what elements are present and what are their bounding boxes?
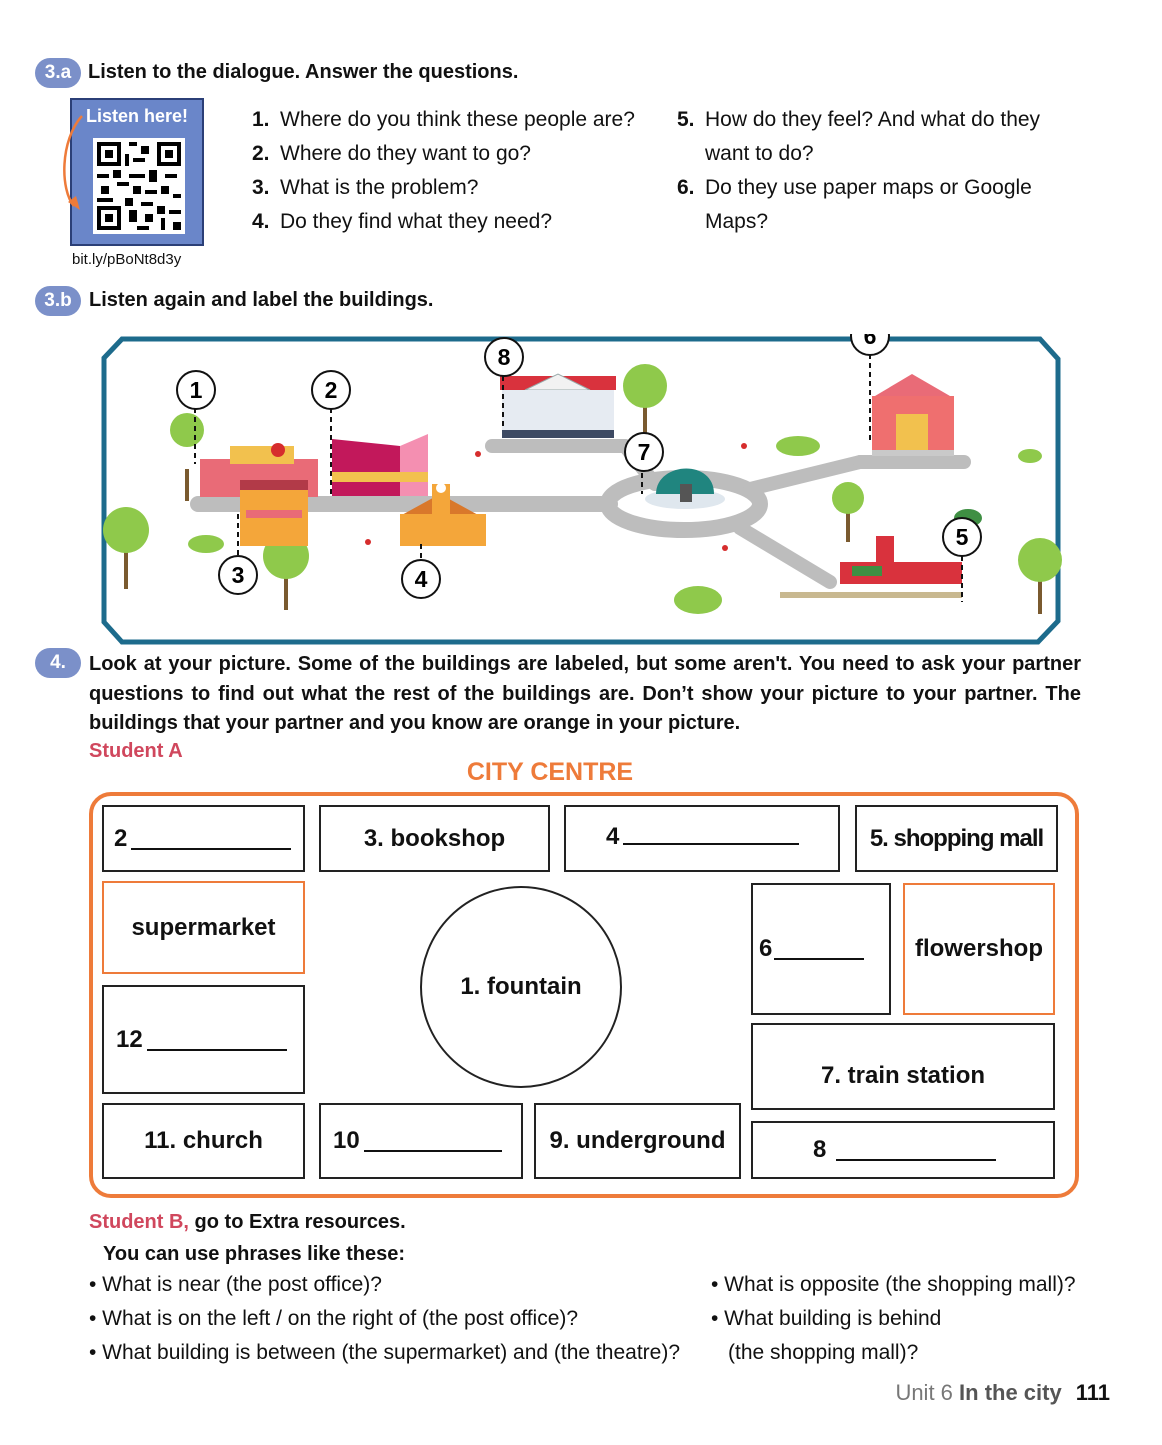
city-centre-title: CITY CENTRE: [466, 758, 634, 786]
phrases-list-right: [711, 1268, 1076, 1370]
cell-flowershop: flowershop: [903, 883, 1055, 1015]
instruction-3a: Listen to the dialogue. Answer the questions.: [88, 61, 519, 83]
list-item: • What building is between (the supermarket) and (the theatre)?: [89, 1341, 680, 1364]
list-item: • What is on the left / on the right of (the post office)?: [89, 1307, 579, 1330]
instruction-3b: Listen again and label the buildings.: [89, 289, 434, 311]
svg-text:5: 5: [955, 524, 969, 550]
marker-2: [312, 371, 350, 409]
marker-4: [402, 560, 440, 598]
question-item: 1. Where do you think these people are?: [252, 108, 635, 131]
list-item: • What building is behind: [711, 1307, 942, 1330]
city-map-illustration: [100, 334, 1062, 646]
phrases-list-left: [89, 1268, 680, 1370]
list-item: • What is near (the post office)?: [89, 1273, 382, 1296]
question-item: 3. What is the problem?: [252, 176, 479, 199]
marker-7: [625, 433, 663, 471]
question-list-right: 5. How do they feel? And what do they want to do? 6. Do they use paper maps or Google Maps?: [677, 103, 1040, 239]
phrases-intro: You can use phrases like these:: [103, 1243, 405, 1265]
cell-4[interactable]: 4: [564, 805, 840, 872]
cell-10[interactable]: 10: [319, 1103, 523, 1179]
cell-6[interactable]: 6: [751, 883, 891, 1015]
cell-train-station: 7. train station: [751, 1023, 1055, 1110]
svg-text:6: 6: [863, 334, 877, 349]
page-footer: Unit 6 In the city 111: [895, 1380, 1110, 1405]
qr-code-icon[interactable]: [93, 138, 185, 234]
svg-text:1: 1: [189, 377, 203, 403]
cell-supermarket: supermarket: [102, 881, 305, 974]
listen-here-label: Listen here!: [85, 106, 189, 126]
curved-arrow-icon: [58, 110, 88, 220]
cell-bookshop: 3. bookshop: [319, 805, 550, 872]
list-item: (the shopping mall)?: [728, 1341, 919, 1364]
audio-link[interactable]: bit.ly/pBoNt8d3y: [72, 251, 182, 268]
svg-text:8: 8: [497, 344, 511, 370]
marker-8: [485, 338, 523, 376]
marker-3: [219, 556, 257, 594]
question-item: 2. Where do they want to go?: [252, 142, 531, 165]
cell-8[interactable]: 8: [751, 1121, 1055, 1179]
svg-text:7: 7: [637, 439, 651, 465]
student-b-line: Student B, go to Extra resources.: [89, 1211, 406, 1233]
svg-text:2: 2: [324, 377, 338, 403]
student-a-label: Student A: [89, 740, 183, 762]
svg-text:3: 3: [231, 562, 245, 588]
cell-underground: 9. underground: [534, 1103, 741, 1179]
question-item: 4. Do they find what they need?: [252, 210, 553, 233]
fountain-circle: 1. fountain: [420, 886, 622, 1088]
marker-1: [177, 371, 215, 409]
exercise-badge-4: 4.: [35, 648, 81, 678]
instruction-4: Look at your picture. Some of the buildings are labeled, but some aren't. You need to ask your partner questions to find out what the rest of the buildings are. Don’t show your picture to your partner. The buildings that your partner and you know are orange in your picture.: [89, 653, 1081, 734]
question-list-left: [252, 103, 635, 239]
cell-12[interactable]: 12: [102, 985, 305, 1094]
cell-church: 11. church: [102, 1103, 305, 1179]
question-item: 5. How do they feel? And what do they: [677, 108, 1041, 131]
qr-box[interactable]: [70, 98, 204, 246]
cell-2[interactable]: 2: [102, 805, 305, 872]
page-number: 111: [1075, 1380, 1110, 1405]
exercise-badge-3b: 3.b: [35, 286, 81, 316]
question-item: 6. Do they use paper maps or Google: [677, 176, 1032, 199]
list-item: • What is opposite (the shopping mall)?: [711, 1273, 1076, 1296]
cell-shopping-mall: 5. shopping mall: [855, 805, 1058, 872]
marker-5: [943, 518, 981, 556]
exercise-badge-3a: 3.a: [35, 58, 81, 88]
svg-text:4: 4: [414, 566, 428, 592]
